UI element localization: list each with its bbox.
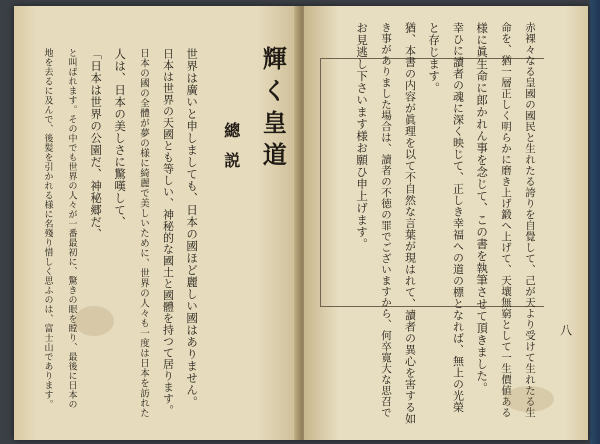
page-number: 八 <box>558 324 573 337</box>
text-line: 地を去るに及んで、後髪を引かれる様に名殘り惜しく思ふのは、富士山であります。 <box>42 48 53 409</box>
text-line: と叫ばれます。その中でも世界の人々が一番最初に、驚きの眼を瞠り、最後に日本の <box>66 48 77 409</box>
book-edge <box>590 0 600 444</box>
text-line: 赤裸々なる皇國の國民と生れたる誇りを自覺して、己が天より受けて生れたる生 <box>524 22 537 418</box>
text-line: 世界は廣いと申しましても、日本の國ほど麗しい國はありません。 <box>185 48 200 408</box>
text-line: 人は、日本の美しさに驚嘆して、 <box>113 48 128 228</box>
open-book <box>14 6 588 440</box>
text-line: と存じます。 <box>427 22 442 94</box>
side-rule <box>320 58 321 306</box>
text-line: 様に眞生命に郎かれん事を念じて、この書を執筆させて頂きました。 <box>475 22 490 394</box>
text-line: 幸ひに讀者の魂に深く映じて、正しき幸福への道の標となれば、無上の光榮 <box>451 22 465 413</box>
text-line: き事がありました場合は、讀者の不徳の罪でございますから、何卒寛大な思召で <box>380 22 393 418</box>
text-line: 猶、本書の内容が眞理を以て不自然な言葉が現はれて、讀者の異心を害する如 <box>403 22 417 425</box>
text-line: 日本の國の全體が夢の様に綺麗で美しいために、世界の人々も一度は日本を訪れた <box>137 48 149 418</box>
chapter-title: 輝く皇道 <box>258 46 288 174</box>
paper-stain <box>504 386 554 412</box>
paper-stain <box>74 306 114 336</box>
text-line: 命を、猶一層正しく明らかに磨き上げ鍛へ上げて、天壤無窮として一生價値ある <box>500 22 513 418</box>
text-line: お見逃し下さいます様お願ひ申上げます。 <box>355 22 370 250</box>
right-page <box>304 6 588 440</box>
text-line: 日本は世界の天國とも等しい、神秘的な國土と國體を持つて居ります。 <box>161 48 175 416</box>
text-line: 「日本は世界の公園だ、神秘郷だ、 <box>89 48 104 240</box>
left-page <box>14 6 300 440</box>
section-subtitle: 總説 <box>221 122 241 182</box>
